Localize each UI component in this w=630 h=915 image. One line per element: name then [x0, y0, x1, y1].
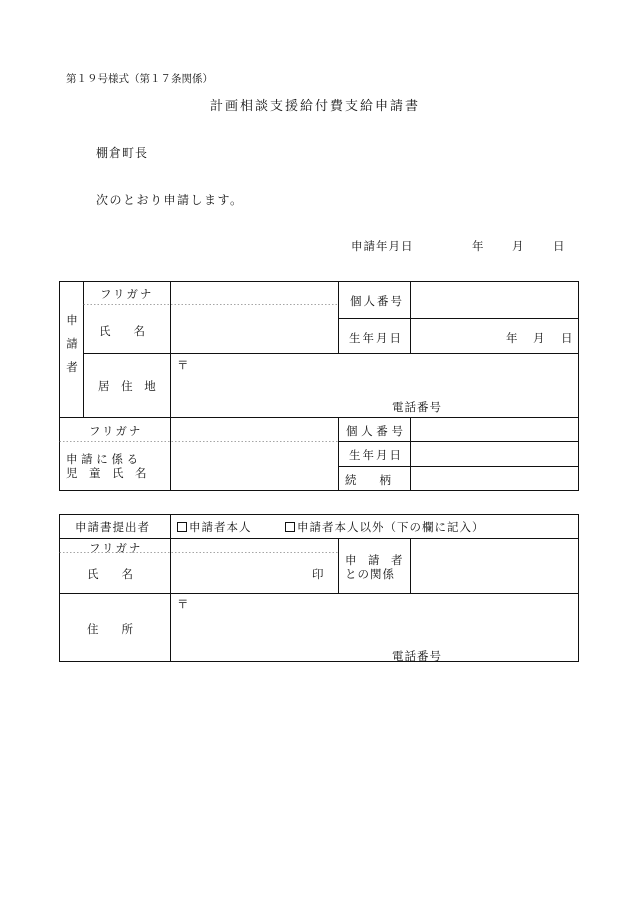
relation-label-line1: 申 請 者: [345, 553, 403, 567]
applicant-address-label: 居 住 地: [98, 379, 160, 393]
applicant-section-label: 申請者: [65, 314, 79, 385]
child-label-line1: 申 請 に 係 る: [66, 452, 139, 466]
child-label-line2: 児 童 氏 名: [66, 466, 147, 480]
submitter-label: 申請書提出者: [75, 520, 150, 534]
checkbox-icon[interactable]: [177, 522, 187, 532]
applicant-birth-date-label: 生年月日: [349, 331, 403, 345]
submitter-phone-label: 電話番号: [392, 649, 442, 663]
child-relationship-label: 続 柄: [345, 473, 391, 487]
application-date-label: 申請年月日: [351, 239, 414, 253]
submitter-option-other-label: 申請者本人以外（下の欄に記入）: [297, 520, 485, 534]
applicant-postal-mark: 〒: [177, 358, 189, 372]
submitter-option-self-label: 申請者本人: [189, 520, 252, 534]
applicant-name-label: 氏 名: [99, 324, 145, 338]
application-year-label: 年: [472, 239, 484, 253]
submitter-option-self[interactable]: [177, 519, 252, 535]
submitter-address-label: 住 所: [87, 622, 133, 636]
recipient: 棚倉町長: [96, 146, 149, 160]
form-number: 第１９号様式（第１７条関係）: [66, 73, 213, 85]
child-birth-date-label: 生年月日: [349, 448, 403, 462]
seal-mark: 印: [312, 567, 324, 581]
child-individual-number-label: 個 人 番 号: [346, 424, 403, 438]
applicant-furigana-label: フリガナ: [100, 287, 154, 301]
applicant-birth-year-label: 年: [506, 331, 518, 345]
applicant-birth-day-label: 日: [561, 331, 573, 345]
submitter-postal-mark: 〒: [177, 597, 189, 611]
submitter-option-other[interactable]: [285, 519, 485, 535]
submitter-name-label: 氏 名: [87, 567, 133, 581]
applicant-phone-label: 電話番号: [392, 400, 442, 414]
application-day-label: 日: [553, 239, 565, 253]
checkbox-icon[interactable]: [285, 522, 295, 532]
document-title: 計画相談支援給付費支給申請書: [209, 99, 420, 114]
application-month-label: 月: [512, 239, 524, 253]
child-furigana-label: フリガナ: [89, 424, 143, 438]
relation-label-line2: との関係: [345, 567, 395, 581]
applicant-birth-month-label: 月: [533, 331, 545, 345]
applicant-individual-number-label: 個人番号: [350, 294, 404, 308]
statement: 次のとおり申請します。: [96, 193, 244, 207]
submitter-furigana-label: フリガナ: [89, 541, 143, 555]
